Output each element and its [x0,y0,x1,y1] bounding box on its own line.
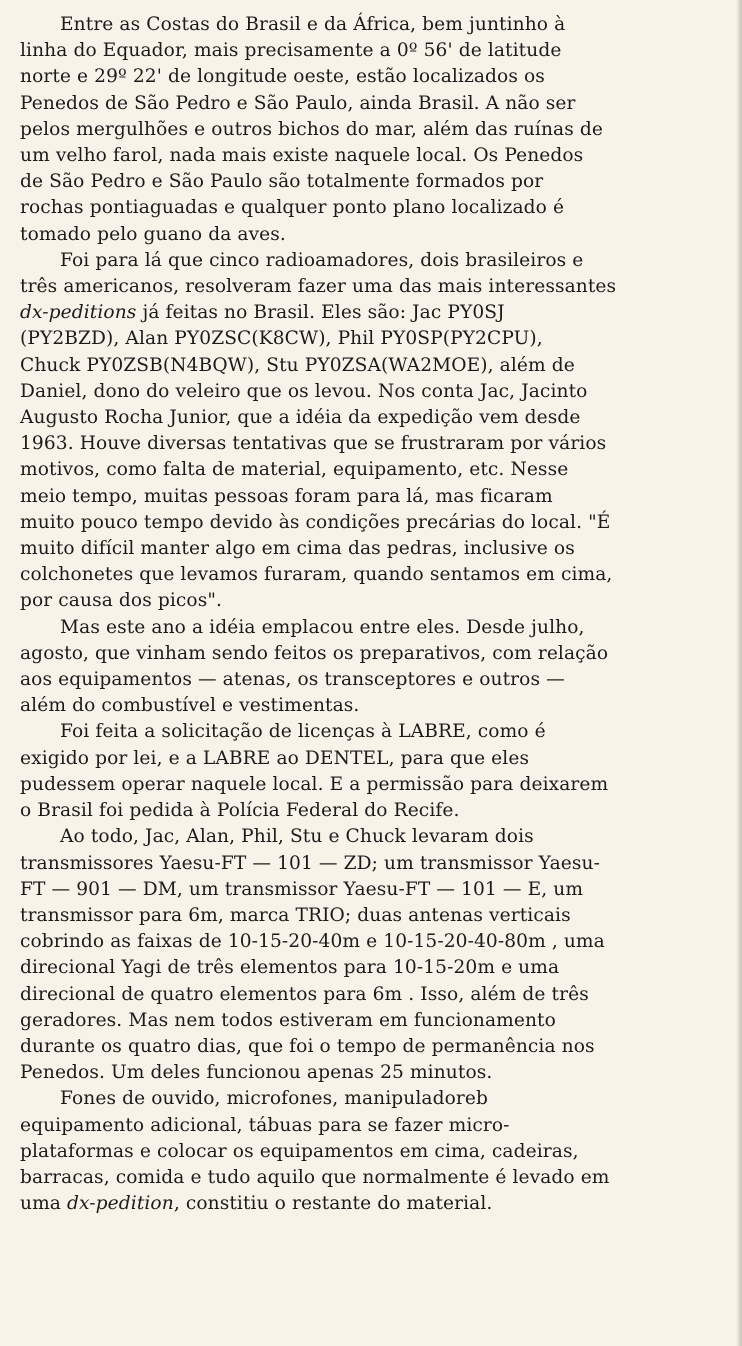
text-line: meio tempo, muitas pessoas foram para lá, mas ficaram [20,485,553,507]
italic-term: dx-peditions [20,302,137,324]
text-line: colchonetes que levamos furaram, quando sentamos em cima, [20,564,613,586]
text-line: Fones de ouvido, microfones, manipuladoreb [60,1088,488,1110]
text-line: Penedos. Um deles funcionou apenas 25 minutos. [20,1062,493,1084]
italic-term: dx-pedition [67,1193,174,1215]
text-line: Foi feita a solicitação de licenças à LABRE, como é [60,721,546,743]
text-line: cobrindo as faixas de 10-15-20-40m e 10-15-20-40-80m , uma [20,931,605,953]
text-line: o Brasil foi pedida à Polícia Federal do Recife. [20,800,460,822]
text-line: 1963. Houve diversas tentativas que se frustraram por vários [20,433,607,455]
text-line: pelos mergulhões e outros bichos do mar, além das ruínas de [20,118,603,140]
text-fragment: já feitas no Brasil. Eles são: Jac PY0SJ [136,302,505,324]
text-line: Penedos de São Pedro e São Paulo, ainda Brasil. A não ser [20,92,576,114]
text-line: por causa dos picos". [20,590,223,612]
text-line: Ao todo, Jac, Alan, Phil, Stu e Chuck levaram dois [60,826,534,848]
text-line: Daniel, dono do veleiro que os levou. Nos conta Jac, Jacinto [20,380,588,402]
text-line: um velho farol, nada mais existe naquele local. Os Penedos [20,145,584,167]
text-line: direcional de quatro elementos para 6m . Isso, além de três [20,983,589,1005]
text-line: transmissores Yaesu-FT — 101 — ZD; um transmissor Yaesu- [20,852,600,874]
article-body [20,12,720,1217]
text-line: aos equipamentos — atenas, os transceptores e outros — [20,669,565,691]
paragraph-3 [20,615,720,720]
text-line: agosto, que vinham sendo feitos os preparativos, com relação [20,642,609,664]
text-line: barracas, comida e tudo aquilo que normalmente é levado em [20,1166,610,1188]
text-line [20,300,720,326]
text-line: Foi para lá que cinco radioamadores, dois brasileiros e [60,249,584,271]
text-line: tomado pelo guano da aves. [20,223,286,245]
text-line: rochas pontiaguadas e qualquer ponto plano localizado é [20,197,565,219]
text-line: (PY2BZD), Alan PY0ZSC(K8CW), Phil PY0SP(PY2CPU), [20,328,543,350]
text-line: motivos, como falta de material, equipamento, etc. Nesse [20,459,569,481]
text-line: transmissor para 6m, marca TRIO; duas antenas verticais [20,904,571,926]
page-edge-shadow [736,0,742,1346]
text-line: muito difícil manter algo em cima das pedras, inclusive os [20,538,575,560]
text-line: muito pouco tempo devido às condições precárias do local. "É [20,511,611,533]
text-line: além do combustível e vestimentas. [20,695,360,717]
text-line: Mas este ano a idéia emplacou entre eles. Desde julho, [60,616,585,638]
text-fragment: , constitiu o restante do material. [173,1193,493,1215]
paragraph-5 [20,824,720,1086]
text-line: Augusto Rocha Junior, que a idéia da expedição vem desde [20,407,581,429]
text-line: equipamento adicional, tábuas para se fazer micro- [20,1114,510,1136]
paragraph-2 [20,248,720,615]
text-line [20,1191,720,1217]
text-line: durante os quatro dias, que foi o tempo de permanência nos [20,1035,595,1057]
text-line: exigido por lei, e a LABRE ao DENTEL, para que eles [20,747,530,769]
text-line: plataformas e colocar os equipamentos em cima, cadeiras, [20,1140,579,1162]
text-line: três americanos, resolveram fazer uma das mais interessantes [20,276,617,298]
text-line: Chuck PY0ZSB(N4BQW), Stu PY0ZSA(WA2MOE), além de [20,354,575,376]
text-line: geradores. Mas nem todos estiveram em funcionamento [20,1009,556,1031]
text-line: linha do Equador, mais precisamente a 0º 56' de latitude [20,40,562,62]
text-line: FT — 901 — DM, um transmissor Yaesu-FT — 101 — E, um [20,878,584,900]
paragraph-6 [20,1086,720,1217]
text-line: direcional Yagi de três elementos para 10-15-20m e uma [20,957,560,979]
text-line: de São Pedro e São Paulo são totalmente formados por [20,171,544,193]
paragraph-1 [20,12,720,248]
text-line: norte e 29º 22' de longitude oeste, estão localizados os [20,66,545,88]
text-line: Entre as Costas do Brasil e da África, bem juntinho à [60,14,566,35]
text-line: pudessem operar naquele local. E a permissão para deixarem [20,773,609,795]
text-fragment: uma [20,1193,68,1215]
paragraph-4 [20,719,720,824]
